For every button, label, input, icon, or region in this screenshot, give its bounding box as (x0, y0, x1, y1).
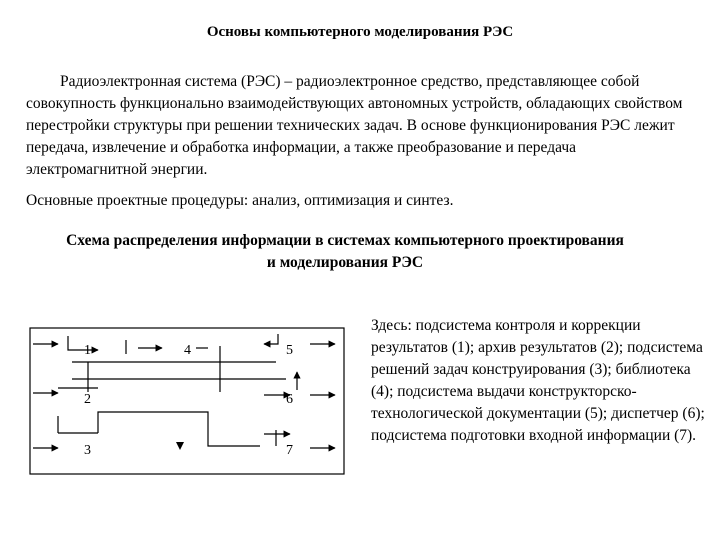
diagram-legend: Здесь: подсистема контроля и коррекции результатов (1); архив результатов (2); подсистема решений задач конструирования (3); библиотека (4); подсистема выдачи конструкторско-технологической документации (5); диспетчер (6); подсистема подготовки входной информации (7). (371, 317, 705, 444)
information-flow-diagram (28, 326, 348, 476)
block-6: 6 (286, 392, 293, 407)
line-top-5 (264, 334, 278, 344)
arrow-block-1-out (68, 336, 98, 350)
diagram-title: Схема распределения информации в системах компьютерного проектирования и моделирования РЭС (66, 232, 624, 271)
block-4: 4 (184, 343, 191, 358)
intro-paragraph: Радиоэлектронная система (РЭС) – радиоэлектронное средство, представляющее собой совокупность функционально взаимодействующих автономных устройств, обладающих свойством перестройки структуры при решении технических задач. В основе функционирования РЭС лежит передача, извлечение и обработка информации, а также преобразование и передача электромагнитной энергии. (26, 73, 683, 178)
block-7: 7 (286, 443, 293, 458)
block-3: 3 (84, 443, 91, 458)
block-1: 1 (84, 343, 91, 358)
block-5: 5 (286, 343, 293, 358)
page-title: Основы компьютерного моделирования РЭС (206, 24, 514, 40)
line-3-to-center (98, 412, 260, 446)
procedures-paragraph: Основные проектные процедуры: анализ, оптимизация и синтез. (26, 192, 454, 209)
block-2: 2 (84, 392, 91, 407)
arrow-down-icon (176, 442, 184, 450)
